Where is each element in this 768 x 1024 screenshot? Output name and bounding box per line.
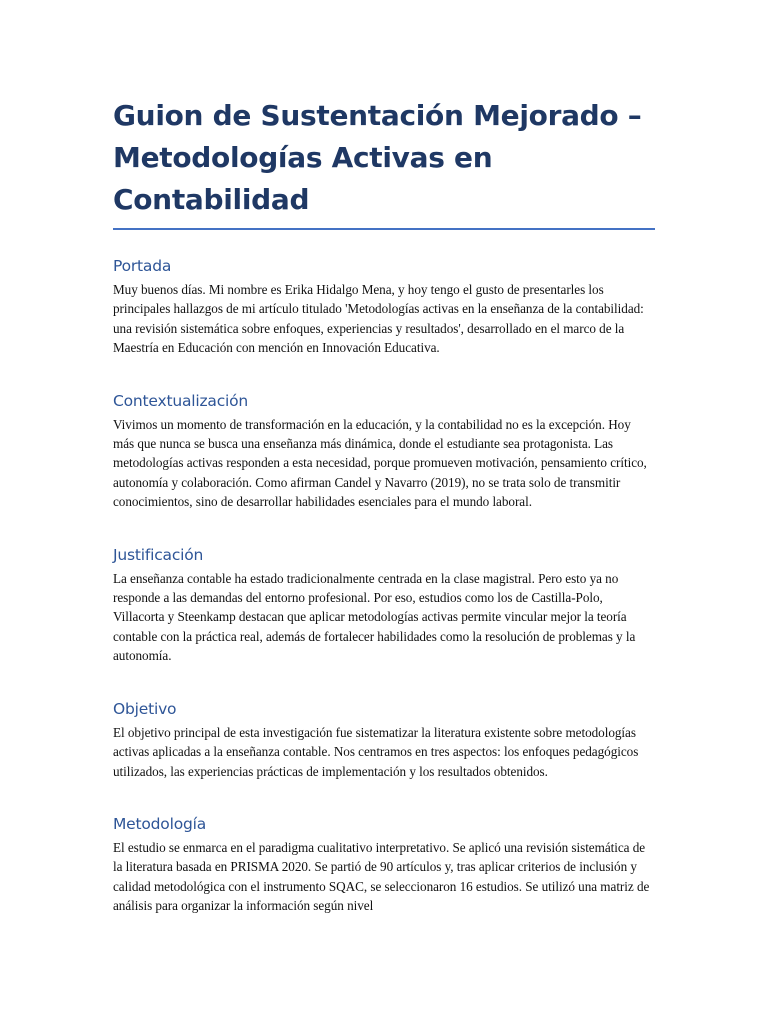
section-justificacion [113, 544, 655, 666]
section-portada [113, 255, 655, 358]
section-paragraph: Vivimos un momento de transformación en la educación, y la contabilidad no es la excepción. Hoy más que nunca se busca una enseñanza más dinámica, donde el estudiante sea protagonista. Las metodologías activas responden a esta necesidad, porque promueven motivación, pensamiento crítico, autonomía y colaboración. Como afirman Candel y Navarro (2019), no se trata solo de transmitir conocimientos, sino de desarrollar habilidades esenciales para el mundo laboral. [113, 416, 647, 510]
section-paragraph: La enseñanza contable ha estado tradicionalmente centrada en la clase magistral. Pero esto ya no responde a las demandas del entorno profesional. Por eso, estudios como los de Castilla-Polo, Villacorta y Steenkamp destacan que aplicar metodologías activas permite vincular mejor la teoría contable con la práctica real, además de fortalecer habilidades como la resolución de problemas y la autonomía. [113, 570, 636, 664]
document-title: Guion de Sustentación Mejorado – Metodologías Activas en Contabilidad [113, 95, 655, 230]
section-metodologia [113, 813, 655, 916]
section-paragraph: El estudio se enmarca en el paradigma cualitativo interpretativo. Se aplicó una revisión sistemática de la literatura basada en PRISMA 2020. Se partió de 90 artículos y, tras aplicar criterios de inclusión y calidad metodológica con el instrumento SQAC, se seleccionaron 16 estudios. Se utilizó una matriz de análisis para organizar la información según nivel [113, 839, 650, 914]
section-heading: Portada [113, 257, 172, 275]
section-heading: Metodología [113, 814, 207, 833]
section-objetivo [113, 698, 655, 781]
section-paragraph: Muy buenos días. Mi nombre es Erika Hidalgo Mena, y hoy tengo el gusto de presentarles los principales hallazgos de mi artículo titulado 'Metodologías activas en la enseñanza de la contabilidad: una revisión sistemática sobre enfoques, experiencias y resultados', desarrollado en el marco de la Maestría en Educación con mención en Innovación Educativa. [113, 282, 644, 356]
section-paragraph: El objetivo principal de esta investigación fue sistematizar la literatura existente sobre metodologías activas aplicadas a la enseñanza contable. Nos centramos en tres aspectos: los enfoques pedagógicos utilizados, las experiencias prácticas de implementación y los resultados obtenidos. [113, 724, 639, 779]
section-contextualizacion [113, 390, 655, 512]
section-heading: Justificación [113, 545, 204, 564]
document-page [113, 95, 655, 916]
section-heading: Objetivo [113, 699, 177, 718]
section-heading: Contextualización [113, 391, 249, 410]
